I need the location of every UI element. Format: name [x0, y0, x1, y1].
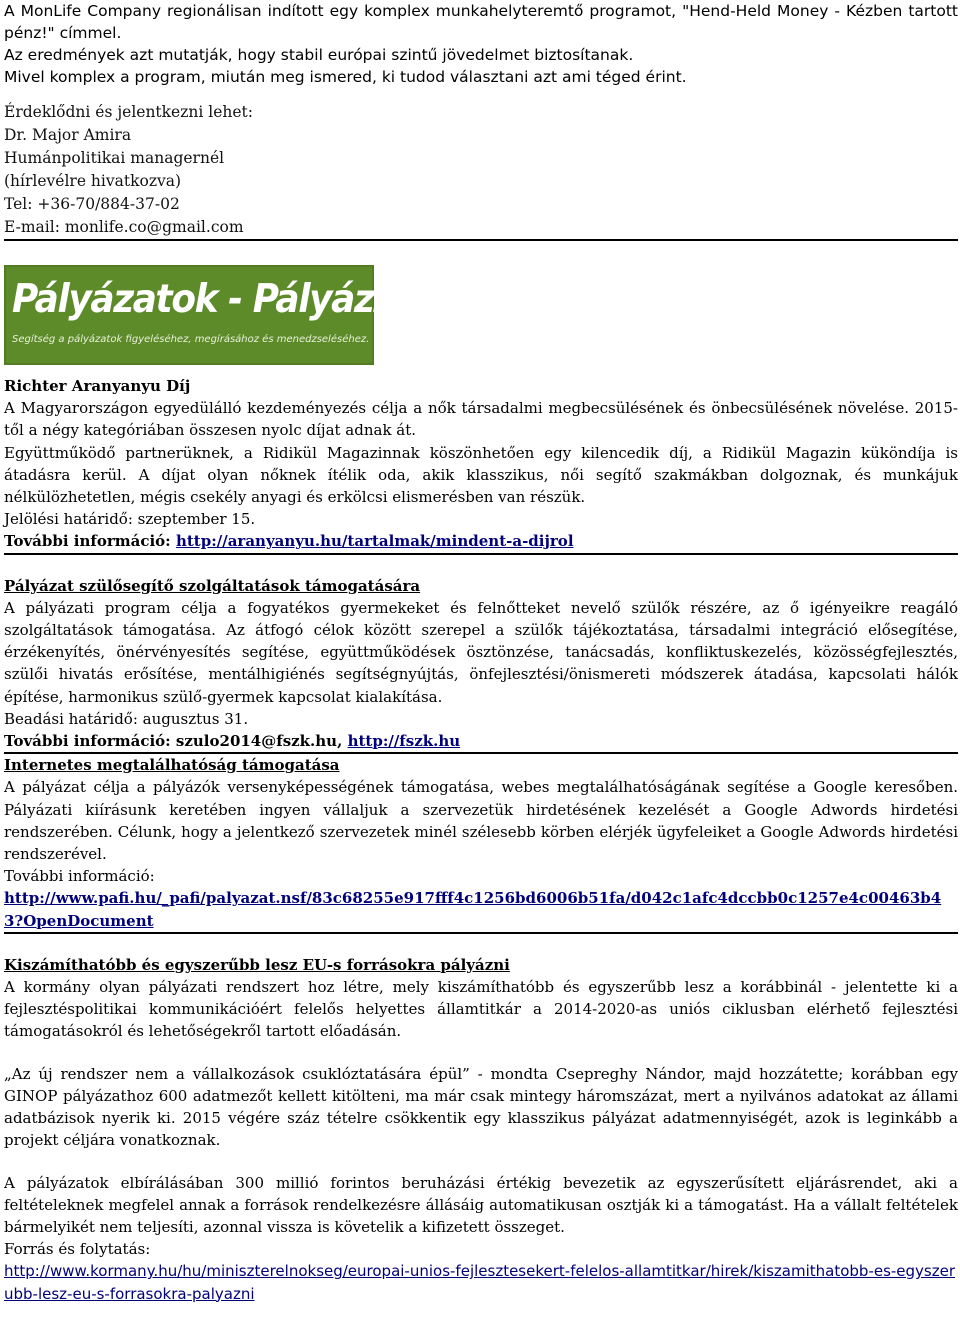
fszk-link[interactable]: http://fszk.hu [347, 732, 461, 751]
banner-logo [4, 265, 478, 365]
intro-block [4, 0, 958, 88]
more-info [4, 887, 958, 931]
section-paragraph: A kormány olyan pályázati rendszert hoz létre, mely kiszámíthatóbb és egyszerűbb lesz a korábbinál - jelentette ki a fejlesztéspolitikai kommunikációért felelős helyettes államtitkár a 2014-2020-as uniós ciklusban elérhető fejlesztési támogatásokról és lehetőségekről tartott előadásán. [4, 978, 958, 1041]
section-paragraph: Együttműködő partnerüknek, a Ridikül Magazinnak köszönhetően egy kilencedik díj, a Ridikül Magazin küköndíja is átadásra kerül. A díjat olyan nőknek ítélik oda, akik klasszikus, női segítő szakmákban dolgoznak, és munkájuk nélkülözhetetlen, mégis csekély anyagi és erkölcsi elismerésben van részük. [4, 443, 958, 507]
kormany-link[interactable]: http://www.kormany.hu/hu/miniszterelnokseg/europai-unios-fejlesztesekert-felelos-allamtitkar/hirek/kiszamithatobb-es-egyszerubb-lesz-eu-s-forrasokra-palyazni [4, 1262, 956, 1303]
more-info [4, 530, 958, 552]
contact-tel: Tel: +36-70/884-37-02 [4, 195, 180, 213]
source [4, 1260, 958, 1304]
section-richter [4, 375, 958, 553]
section-deadline: Jelölési határidő: szeptember 15. [4, 510, 256, 529]
more-info-label: További információ: [4, 867, 155, 886]
source-label: Forrás és folytatás: [4, 1240, 151, 1259]
section-title: Internetes megtalálhatóság támogatása [4, 756, 340, 775]
intro-line-3: Mivel komplex a program, miután meg ismered, ki tudod választani azt ami téged érint. [4, 68, 687, 86]
banner-subtitle: Segítség a pályázatok figyeléséhez, megírásához és menedzseléséhez. [12, 334, 370, 345]
divider [4, 239, 958, 241]
intro-line-1: A MonLife Company regionálisan indított egy komplex munkahelyteremtő programot, "Hend-Held Money - Kézben tartott pénz!" címmel. [4, 2, 958, 42]
section-paragraph: A pályázatok elbírálásában 300 millió forintos beruházási értékig bevezetik az egyszerűsített eljárásrendet, aki a feltételeknek megfelel annak a források rendelkezésre állásáig automatikusan osztják ki a támogatást. Ha a vállalt feltételek bármelyikét nem teljesíti, azonnal vissza is követelik a kifizetett összeget. [4, 1173, 958, 1236]
more-info-label: További információ: szulo2014@fszk.hu, [4, 732, 343, 751]
more-info [4, 730, 958, 752]
pafi-link[interactable]: http://www.pafi.hu/_pafi/palyazat.nsf/83c68255e917fff4c1256bd6006b51fa/d042c1afc4dccbb0c1257e4c00463b43?OpenDocument [4, 889, 942, 930]
banner-title: Pályázatok - Pályázzatok [12, 277, 478, 322]
section-title: Richter Aranyanyu Díj [4, 377, 191, 395]
section-deadline: Beadási határidő: augusztus 31. [4, 709, 249, 728]
contact-role: Humánpolitikai managernél [4, 149, 225, 167]
contact-block [4, 101, 958, 239]
document-page [4, 0, 958, 1305]
contact-note: (hírlevélre hivatkozva) [4, 172, 182, 190]
aranyanyu-link[interactable]: http://aranyanyu.hu/tartalmak/mindent-a-dijrol [175, 532, 574, 551]
intro-line-2: Az eredmények azt mutatják, hogy stabil európai szintű jövedelmet biztosítanak. [4, 46, 634, 64]
section-szulosegito [4, 575, 958, 753]
section-quote: „Az új rendszer nem a vállalkozások csuklóztatására épül” - mondta Csepreghy Nándor, majd hozzátette; korábban egy GINOP pályázathoz 600 adatmezőt kellett kitölteni, ma már csak mintegy háromszázat, mert a nyilvános adatokat az állami adatbázisok nyerik ki. 2015 végére száz tételre csökkentik egy klasszikus pályázat adatmennyiségét, azok is leginkább a projekt céljára vonatkoznak. [4, 1064, 958, 1150]
contact-email: E-mail: monlife.co@gmail.com [4, 218, 244, 236]
section-eu-forrasok [4, 954, 958, 1305]
contact-lead: Érdeklődni és jelentkezni lehet: [4, 103, 253, 121]
section-paragraph: A pályázati program célja a fogyatékos gyermekeket és felnőtteket nevelő szülők részére, az ő igényeikre reagáló szolgáltatások támogatása. Az átfogó célok között szerepel a szülők tájékoztatása, társadalmi integráció elősegítése, érzékenyítés, önérvényesítés segítése, együttműködések ösztönzése, tanácsadás, konfliktuskezelés, közösségfejlesztés, szülői hivatás erősítése, mentálhigiénés segítségnyújtás, önfejlesztési/önismereti módszerek átadása, kapcsolati hálók építése, harmonikus szülő-gyermek kapcsolat kialakítása. [4, 598, 958, 706]
contact-name: Dr. Major Amira [4, 126, 132, 144]
section-title: Kiszámíthatóbb és egyszerűbb lesz EU-s forrásokra pályázni [4, 955, 510, 974]
section-paragraph: A pályázat célja a pályázók versenyképességének támogatása, webes megtalálhatóságának segítése a Google keresőben. Pályázati kiírásunk keretében ingyen vállaljuk a szervezetük hirdetésének kezelését a Google Adwords hirdetési rendszerében. Célunk, hogy a jelentkező szervezetek minél szélesebb körben elérjék ügyfeleiket a Google Adwords hirdetési rendszerével. [4, 778, 958, 864]
section-title: Pályázat szülősegítő szolgáltatások támogatására [4, 576, 421, 595]
more-info-label: További információ: [4, 532, 171, 551]
section-paragraph: A Magyarországon egyedülálló kezdeményezés célja a nők társadalmi megbecsülésének és önbecsülésének növelése. 2015-től a négy kategóriában összesen nyolc díjat adnak át. [4, 399, 958, 440]
section-internetes [4, 754, 958, 932]
